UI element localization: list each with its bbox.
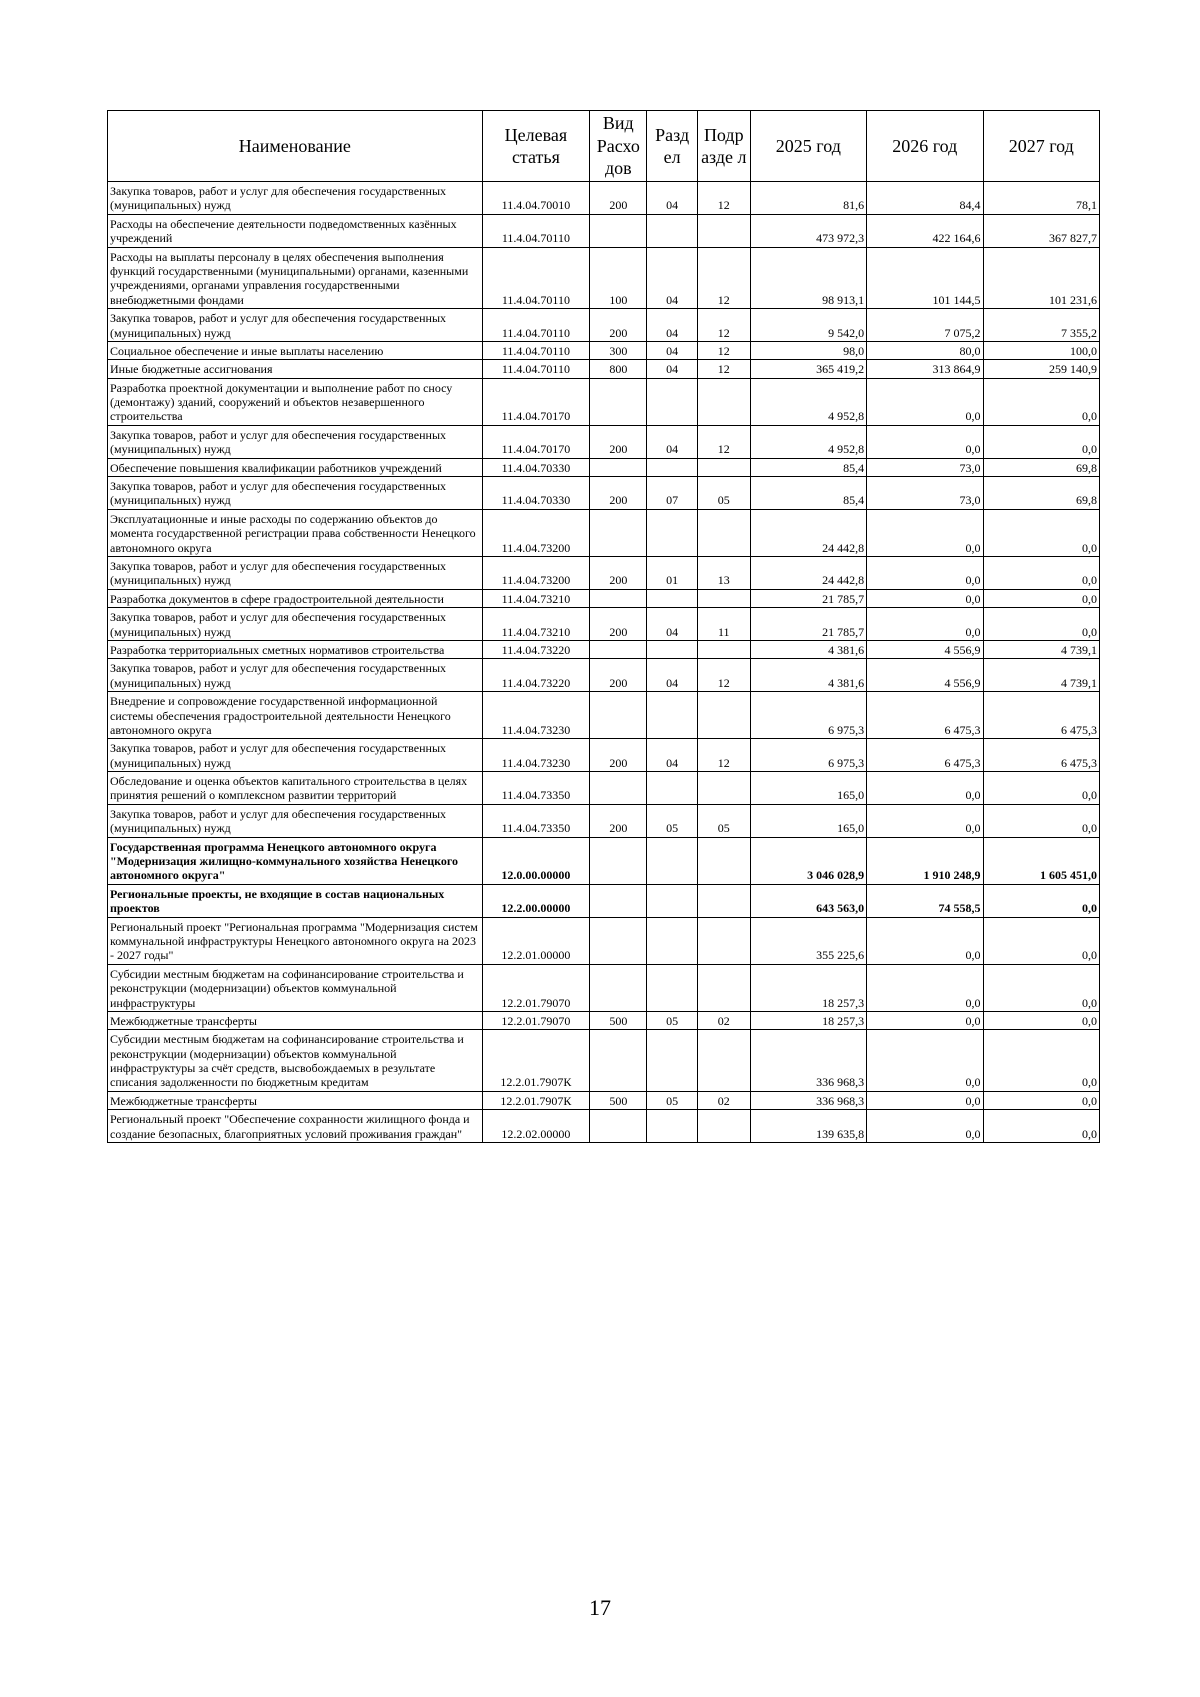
row-subsection: 12 <box>697 182 750 215</box>
row-expense-kind <box>590 589 647 607</box>
row-name: Расходы на обеспечение деятельности подведомственных казённых учреждений <box>108 214 483 247</box>
row-value-2026: 0,0 <box>867 589 983 607</box>
row-section <box>647 692 698 739</box>
row-subsection: 12 <box>697 247 750 309</box>
row-value-2027: 0,0 <box>983 425 1100 458</box>
row-name: Закупка товаров, работ и услуг для обеспечения государственных (муниципальных) нужд <box>108 739 483 772</box>
row-expense-kind <box>590 458 647 476</box>
table-row <box>108 884 1100 917</box>
row-section <box>647 458 698 476</box>
table-row <box>108 837 1100 884</box>
row-value-2026: 6 475,3 <box>867 692 983 739</box>
row-expense-kind <box>590 692 647 739</box>
row-value-2026: 84,4 <box>867 182 983 215</box>
row-value-2027: 4 739,1 <box>983 640 1100 658</box>
row-value-2025: 81,6 <box>750 182 866 215</box>
row-expense-kind: 200 <box>590 659 647 692</box>
row-expense-kind: 200 <box>590 425 647 458</box>
row-expense-kind: 200 <box>590 182 647 215</box>
row-expense-kind <box>590 509 647 556</box>
row-name: Разработка документов в сфере градостроительной деятельности <box>108 589 483 607</box>
row-value-2026: 1 910 248,9 <box>867 837 983 884</box>
row-subsection <box>697 378 750 425</box>
row-value-2025: 21 785,7 <box>750 608 866 641</box>
row-value-2027: 0,0 <box>983 1091 1100 1109</box>
row-subsection: 02 <box>697 1011 750 1029</box>
row-value-2025: 18 257,3 <box>750 964 866 1011</box>
table-row <box>108 1110 1100 1143</box>
row-value-2027: 0,0 <box>983 1110 1100 1143</box>
table-row <box>108 917 1100 964</box>
header-expense-kind: Вид Расхо дов <box>590 111 647 182</box>
table-row <box>108 608 1100 641</box>
row-value-2027: 0,0 <box>983 608 1100 641</box>
row-subsection: 12 <box>697 341 750 359</box>
row-target-article: 11.4.04.73230 <box>482 739 590 772</box>
row-value-2025: 85,4 <box>750 477 866 510</box>
row-target-article: 11.4.04.73210 <box>482 589 590 607</box>
budget-table <box>107 110 1100 1143</box>
row-subsection <box>697 837 750 884</box>
table-row <box>108 1030 1100 1092</box>
row-section: 04 <box>647 425 698 458</box>
row-name: Социальное обеспечение и иные выплаты населению <box>108 341 483 359</box>
row-expense-kind: 500 <box>590 1011 647 1029</box>
table-row <box>108 692 1100 739</box>
row-value-2026: 101 144,5 <box>867 247 983 309</box>
row-target-article: 11.4.04.73220 <box>482 659 590 692</box>
row-subsection <box>697 214 750 247</box>
row-section: 04 <box>647 739 698 772</box>
table-row <box>108 1011 1100 1029</box>
row-value-2027: 259 140,9 <box>983 360 1100 378</box>
row-subsection <box>697 772 750 805</box>
row-value-2027: 0,0 <box>983 1030 1100 1092</box>
table-row <box>108 589 1100 607</box>
header-name: Наименование <box>108 111 483 182</box>
row-expense-kind: 200 <box>590 608 647 641</box>
row-subsection <box>697 589 750 607</box>
row-value-2027: 4 739,1 <box>983 659 1100 692</box>
header-subsection: Подр азде л <box>697 111 750 182</box>
row-expense-kind: 300 <box>590 341 647 359</box>
header-target-article: Целевая статья <box>482 111 590 182</box>
table-row <box>108 458 1100 476</box>
row-expense-kind <box>590 640 647 658</box>
row-subsection: 12 <box>697 309 750 342</box>
row-name: Закупка товаров, работ и услуг для обеспечения государственных (муниципальных) нужд <box>108 425 483 458</box>
row-name: Обеспечение повышения квалификации работников учреждений <box>108 458 483 476</box>
table-row <box>108 247 1100 309</box>
table-row <box>108 772 1100 805</box>
row-target-article: 11.4.04.70330 <box>482 477 590 510</box>
row-subsection: 13 <box>697 556 750 589</box>
row-value-2026: 0,0 <box>867 378 983 425</box>
row-name: Субсидии местным бюджетам на софинансирование строительства и реконструкции (модернизации) объектов коммунальной инфраструктуры <box>108 964 483 1011</box>
row-expense-kind <box>590 772 647 805</box>
row-name: Закупка товаров, работ и услуг для обеспечения государственных (муниципальных) нужд <box>108 556 483 589</box>
row-expense-kind: 500 <box>590 1091 647 1109</box>
row-expense-kind: 200 <box>590 309 647 342</box>
table-row <box>108 360 1100 378</box>
row-section <box>647 378 698 425</box>
row-expense-kind: 200 <box>590 477 647 510</box>
row-subsection <box>697 509 750 556</box>
row-value-2027: 6 475,3 <box>983 739 1100 772</box>
row-target-article: 11.4.04.70330 <box>482 458 590 476</box>
row-value-2025: 4 381,6 <box>750 659 866 692</box>
row-value-2025: 365 419,2 <box>750 360 866 378</box>
row-value-2025: 643 563,0 <box>750 884 866 917</box>
row-subsection: 12 <box>697 739 750 772</box>
table-row <box>108 477 1100 510</box>
row-section: 05 <box>647 804 698 837</box>
row-name: Разработка территориальных сметных нормативов строительства <box>108 640 483 658</box>
row-section: 04 <box>647 608 698 641</box>
row-value-2027: 0,0 <box>983 964 1100 1011</box>
row-target-article: 12.2.01.00000 <box>482 917 590 964</box>
row-section: 04 <box>647 360 698 378</box>
row-name: Расходы на выплаты персоналу в целях обеспечения выполнения функций государственными (муниципальными) органами, казенными учреждениями, органами управления государственными внебюджетными фондами <box>108 247 483 309</box>
row-value-2026: 74 558,5 <box>867 884 983 917</box>
row-expense-kind: 800 <box>590 360 647 378</box>
row-section: 04 <box>647 309 698 342</box>
row-name: Закупка товаров, работ и услуг для обеспечения государственных (муниципальных) нужд <box>108 804 483 837</box>
row-value-2026: 0,0 <box>867 772 983 805</box>
row-value-2026: 73,0 <box>867 477 983 510</box>
row-name: Государственная программа Ненецкого автономного округа "Модернизация жилищно-коммунального хозяйства Ненецкого автономного округа" <box>108 837 483 884</box>
row-section: 04 <box>647 341 698 359</box>
row-expense-kind: 100 <box>590 247 647 309</box>
row-value-2027: 100,0 <box>983 341 1100 359</box>
row-value-2026: 80,0 <box>867 341 983 359</box>
row-value-2027: 0,0 <box>983 772 1100 805</box>
row-section <box>647 917 698 964</box>
row-value-2026: 0,0 <box>867 964 983 1011</box>
row-name: Закупка товаров, работ и услуг для обеспечения государственных (муниципальных) нужд <box>108 309 483 342</box>
row-expense-kind <box>590 214 647 247</box>
header-year-2025: 2025 год <box>750 111 866 182</box>
row-value-2026: 73,0 <box>867 458 983 476</box>
row-subsection: 12 <box>697 659 750 692</box>
row-subsection <box>697 640 750 658</box>
row-target-article: 11.4.04.70110 <box>482 360 590 378</box>
row-subsection <box>697 964 750 1011</box>
table-row <box>108 309 1100 342</box>
row-name: Закупка товаров, работ и услуг для обеспечения государственных (муниципальных) нужд <box>108 477 483 510</box>
row-value-2026: 0,0 <box>867 1011 983 1029</box>
row-name: Межбюджетные трансферты <box>108 1011 483 1029</box>
row-value-2027: 367 827,7 <box>983 214 1100 247</box>
row-name: Разработка проектной документации и выполнение работ по сносу (демонтажу) зданий, сооружений и объектов незавершенного строительства <box>108 378 483 425</box>
row-name: Внедрение и сопровождение государственной информационной системы обеспечения градостроительной деятельности Ненецкого автономного округа <box>108 692 483 739</box>
row-value-2025: 6 975,3 <box>750 739 866 772</box>
table-row <box>108 341 1100 359</box>
row-target-article: 11.4.04.73200 <box>482 556 590 589</box>
row-section: 05 <box>647 1091 698 1109</box>
table-row <box>108 739 1100 772</box>
row-value-2025: 165,0 <box>750 772 866 805</box>
header-year-2027: 2027 год <box>983 111 1100 182</box>
row-value-2027: 0,0 <box>983 1011 1100 1029</box>
row-target-article: 11.4.04.73200 <box>482 509 590 556</box>
row-target-article: 12.2.01.79070 <box>482 1011 590 1029</box>
row-target-article: 11.4.04.73350 <box>482 804 590 837</box>
row-expense-kind <box>590 917 647 964</box>
row-value-2026: 7 075,2 <box>867 309 983 342</box>
table-row <box>108 804 1100 837</box>
row-section: 04 <box>647 659 698 692</box>
row-subsection <box>697 884 750 917</box>
row-value-2027: 78,1 <box>983 182 1100 215</box>
row-value-2025: 85,4 <box>750 458 866 476</box>
row-target-article: 11.4.04.73230 <box>482 692 590 739</box>
row-value-2027: 0,0 <box>983 804 1100 837</box>
row-section <box>647 884 698 917</box>
row-value-2027: 69,8 <box>983 477 1100 510</box>
table-row <box>108 659 1100 692</box>
row-subsection <box>697 1030 750 1092</box>
row-name: Закупка товаров, работ и услуг для обеспечения государственных (муниципальных) нужд <box>108 608 483 641</box>
row-subsection: 02 <box>697 1091 750 1109</box>
row-value-2027: 69,8 <box>983 458 1100 476</box>
row-name: Закупка товаров, работ и услуг для обеспечения государственных (муниципальных) нужд <box>108 659 483 692</box>
table-row <box>108 214 1100 247</box>
row-name: Субсидии местным бюджетам на софинансирование строительства и реконструкции (модернизации) объектов коммунальной инфраструктуры за счёт средств, высвобождаемых в результате списания задолженности по бюджетным кредитам <box>108 1030 483 1092</box>
row-target-article: 11.4.04.70010 <box>482 182 590 215</box>
row-subsection: 12 <box>697 360 750 378</box>
row-value-2025: 98 913,1 <box>750 247 866 309</box>
table-body <box>108 182 1100 1143</box>
row-value-2027: 0,0 <box>983 509 1100 556</box>
row-value-2026: 0,0 <box>867 804 983 837</box>
table-row <box>108 556 1100 589</box>
row-target-article: 11.4.04.70110 <box>482 214 590 247</box>
row-expense-kind: 200 <box>590 804 647 837</box>
row-value-2025: 336 968,3 <box>750 1091 866 1109</box>
row-target-article: 12.2.01.7907К <box>482 1091 590 1109</box>
row-name: Межбюджетные трансферты <box>108 1091 483 1109</box>
row-value-2027: 0,0 <box>983 917 1100 964</box>
row-value-2026: 0,0 <box>867 509 983 556</box>
row-value-2025: 165,0 <box>750 804 866 837</box>
header-year-2026: 2026 год <box>867 111 983 182</box>
row-value-2026: 0,0 <box>867 1110 983 1143</box>
row-target-article: 11.4.04.73220 <box>482 640 590 658</box>
row-value-2025: 6 975,3 <box>750 692 866 739</box>
page-number: 17 <box>589 1595 611 1620</box>
row-target-article: 11.4.04.73210 <box>482 608 590 641</box>
row-expense-kind <box>590 884 647 917</box>
table-row <box>108 1091 1100 1109</box>
row-value-2027: 101 231,6 <box>983 247 1100 309</box>
row-name: Региональный проект "Обеспечение сохранности жилищного фонда и создание безопасных, благоприятных условий проживания граждан" <box>108 1110 483 1143</box>
row-target-article: 11.4.04.70110 <box>482 341 590 359</box>
row-subsection: 05 <box>697 804 750 837</box>
row-value-2026: 313 864,9 <box>867 360 983 378</box>
table-row <box>108 182 1100 215</box>
row-value-2025: 139 635,8 <box>750 1110 866 1143</box>
row-value-2025: 24 442,8 <box>750 556 866 589</box>
row-value-2025: 4 952,8 <box>750 425 866 458</box>
row-subsection <box>697 1110 750 1143</box>
row-section <box>647 214 698 247</box>
row-subsection <box>697 692 750 739</box>
row-value-2027: 6 475,3 <box>983 692 1100 739</box>
row-name: Региональные проекты, не входящие в состав национальных проектов <box>108 884 483 917</box>
row-target-article: 12.2.00.00000 <box>482 884 590 917</box>
row-value-2026: 0,0 <box>867 425 983 458</box>
row-subsection: 05 <box>697 477 750 510</box>
row-section: 01 <box>647 556 698 589</box>
row-value-2025: 21 785,7 <box>750 589 866 607</box>
row-name: Обследование и оценка объектов капитального строительства в целях принятия решений о комплексном развитии территорий <box>108 772 483 805</box>
row-target-article: 11.4.04.70110 <box>482 247 590 309</box>
row-target-article: 11.4.04.73350 <box>482 772 590 805</box>
table-row <box>108 509 1100 556</box>
row-value-2025: 4 952,8 <box>750 378 866 425</box>
row-section <box>647 772 698 805</box>
row-value-2027: 0,0 <box>983 378 1100 425</box>
row-value-2025: 355 225,6 <box>750 917 866 964</box>
row-section: 05 <box>647 1011 698 1029</box>
row-subsection <box>697 917 750 964</box>
row-section: 04 <box>647 247 698 309</box>
table-row <box>108 964 1100 1011</box>
row-value-2026: 6 475,3 <box>867 739 983 772</box>
row-target-article: 12.2.01.7907К <box>482 1030 590 1092</box>
row-target-article: 12.0.00.00000 <box>482 837 590 884</box>
row-section <box>647 640 698 658</box>
row-value-2026: 0,0 <box>867 608 983 641</box>
row-value-2026: 0,0 <box>867 1091 983 1109</box>
row-name: Иные бюджетные ассигнования <box>108 360 483 378</box>
row-value-2026: 0,0 <box>867 556 983 589</box>
row-expense-kind <box>590 964 647 1011</box>
row-value-2026: 422 164,6 <box>867 214 983 247</box>
row-expense-kind <box>590 837 647 884</box>
row-target-article: 11.4.04.70110 <box>482 309 590 342</box>
row-value-2027: 0,0 <box>983 589 1100 607</box>
row-section <box>647 509 698 556</box>
row-value-2025: 336 968,3 <box>750 1030 866 1092</box>
row-subsection: 11 <box>697 608 750 641</box>
row-value-2025: 473 972,3 <box>750 214 866 247</box>
row-target-article: 11.4.04.70170 <box>482 378 590 425</box>
row-value-2026: 4 556,9 <box>867 640 983 658</box>
header-section: Разд ел <box>647 111 698 182</box>
row-value-2026: 0,0 <box>867 1030 983 1092</box>
row-name: Региональный проект "Региональная программа "Модернизация систем коммунальной инфраструктуры Ненецкого автономного округа на 2023 - 2027 годы" <box>108 917 483 964</box>
row-value-2025: 4 381,6 <box>750 640 866 658</box>
row-subsection <box>697 458 750 476</box>
row-value-2025: 3 046 028,9 <box>750 837 866 884</box>
row-target-article: 12.2.02.00000 <box>482 1110 590 1143</box>
row-value-2027: 0,0 <box>983 556 1100 589</box>
row-expense-kind <box>590 378 647 425</box>
row-section <box>647 1030 698 1092</box>
row-value-2025: 98,0 <box>750 341 866 359</box>
row-section <box>647 964 698 1011</box>
row-value-2025: 18 257,3 <box>750 1011 866 1029</box>
row-value-2025: 9 542,0 <box>750 309 866 342</box>
row-value-2026: 0,0 <box>867 917 983 964</box>
table-header-row <box>108 111 1100 182</box>
row-value-2027: 1 605 451,0 <box>983 837 1100 884</box>
row-section: 07 <box>647 477 698 510</box>
row-expense-kind <box>590 1110 647 1143</box>
table-row <box>108 425 1100 458</box>
row-expense-kind: 200 <box>590 556 647 589</box>
row-section <box>647 837 698 884</box>
row-expense-kind: 200 <box>590 739 647 772</box>
row-value-2026: 4 556,9 <box>867 659 983 692</box>
row-value-2027: 7 355,2 <box>983 309 1100 342</box>
row-section <box>647 1110 698 1143</box>
row-section <box>647 589 698 607</box>
table-row <box>108 378 1100 425</box>
table-row <box>108 640 1100 658</box>
row-expense-kind <box>590 1030 647 1092</box>
row-name: Эксплуатационные и иные расходы по содержанию объектов до момента государственной регистрации права собственности Ненецкого автономного округа <box>108 509 483 556</box>
row-value-2025: 24 442,8 <box>750 509 866 556</box>
row-target-article: 11.4.04.70170 <box>482 425 590 458</box>
row-subsection: 12 <box>697 425 750 458</box>
row-section: 04 <box>647 182 698 215</box>
row-value-2027: 0,0 <box>983 884 1100 917</box>
row-target-article: 12.2.01.79070 <box>482 964 590 1011</box>
row-name: Закупка товаров, работ и услуг для обеспечения государственных (муниципальных) нужд <box>108 182 483 215</box>
